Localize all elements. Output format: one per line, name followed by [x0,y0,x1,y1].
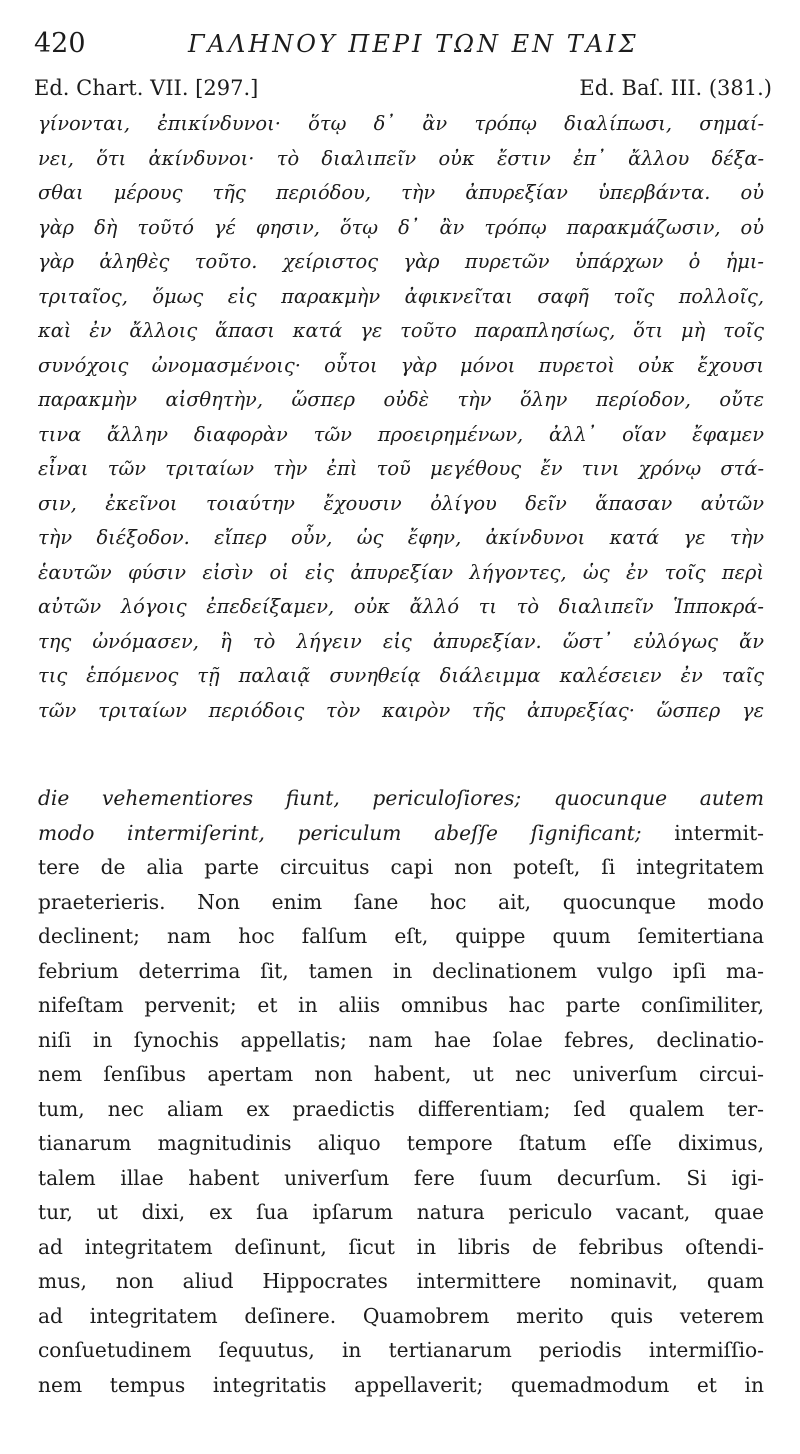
latin-text-line [38,1230,764,1265]
greek-text-line: αὐτῶν λόγοις ἐπεδείξαμεν, οὐκ ἄλλό τι τὸ διαλιπεῖν Ἱπποκρά- [38,595,764,618]
latin-roman-segment: talem illae habent univerſum fere ſuum decurſum. Si igi- [38,1165,764,1190]
greek-text-line: εἶναι τῶν τριταίων τὴν ἐπὶ τοῦ μεγέθους ἔν τινι χρόνῳ στά- [38,457,764,480]
latin-text-line [38,1023,764,1058]
edition-reference-right: Ed. Baſ. III. (381.) [579,76,772,100]
latin-text-line [38,885,764,920]
latin-text-line [38,816,764,851]
latin-text-line [38,1333,764,1368]
latin-text-line [38,781,764,816]
greek-text-line: τινα ἄλλην διαφορὰν τῶν προειρημένων, ἀλλ᾽ οἵαν ἔφαμεν [38,422,764,446]
greek-text-line: καὶ ἐν ἄλλοις ἅπασι κατά γε τοῦτο παραπλησίως, ὅτι μὴ τοῖς [38,319,764,342]
greek-text-line: της ὠνόμασεν, ἢ τὸ λήγειν εἰς ἀπυρεξίαν. ὥστ᾽ εὐλόγως ἄν [38,629,764,653]
latin-text-line [38,850,764,885]
latin-roman-segment: febrium deterrima ſit, tamen in declinationem vulgo ipſi ma- [38,958,764,983]
latin-text-line [38,1195,764,1230]
latin-roman-segment: tur, ut dixi, ex ſua ipſarum natura periculo vacant, quae [38,1200,764,1224]
greek-text-line: σθαι μέρους τῆς περιόδου, τὴν ἀπυρεξίαν ὑπερβάντα. οὐ [38,181,764,204]
latin-roman-segment: praeterieris. Non enim ſane hoc ait, quocunque modo [38,889,764,914]
latin-text-line [38,1368,764,1403]
latin-italic-segment: modo intermiſerint, periculum abeſſe ſignificant; [38,820,642,845]
greek-text-line: σιν, ἐκεῖνοι τοιαύτην ἔχουσιν ὀλίγου δεῖν ἅπασαν αὐτῶν [38,491,764,515]
latin-text-line [38,1299,764,1334]
latin-text-line [38,954,764,989]
latin-text-line [38,919,764,954]
latin-roman-segment: nifeſtam pervenit; et in aliis omnibus hac parte conſimiliter, [38,993,764,1017]
greek-text-line: συνόχοις ὠνομασμένοις· οὗτοι γὰρ μόνοι πυρετοὶ οὐκ ἔχουσι [38,353,764,377]
greek-text-line: τὴν διέξοδον. εἴπερ οὖν, ὡς ἔφην, ἀκίνδυνοι κατά γε τὴν [38,526,764,549]
latin-text-line [38,1161,764,1196]
latin-roman-segment: conſuetudinem ſequutus, in tertianarum periodis intermiſſio- [38,1338,764,1362]
greek-text-line: γὰρ ἀληθὲς τοῦτο. χείριστος γὰρ πυρετῶν ὑπάρχων ὁ ἡμι- [38,250,764,273]
latin-roman-segment: nem tempus integritatis appellaverit; quemadmodum et in [38,1372,764,1397]
greek-text-line: ἑαυτῶν φύσιν εἰσὶν οἱ εἰς ἀπυρεξίαν λήγοντες, ὡς ἐν τοῖς περὶ [38,560,764,584]
latin-text-block [38,781,764,1402]
greek-text-line: παρακμὴν αἰσθητὴν, ὥσπερ οὐδὲ τὴν ὅλην περίοδον, οὔτε [38,388,764,411]
latin-roman-segment: nem ſenſibus apertam non habent, ut nec univerſum circui- [38,1062,764,1086]
latin-roman-segment: tum, nec aliam ex praedictis differentiam; ſed qualem ter- [38,1096,764,1121]
latin-roman-segment: intermit- [641,820,764,845]
latin-roman-segment: mus, non aliud Hippocrates intermittere nominavit, quam [38,1269,764,1293]
page-header [0,28,800,64]
latin-roman-segment: ad integritatem deſinere. Quamobrem merito quis veterem [38,1303,764,1328]
greek-text-line: τῶν τριταίων περιόδοις τὸν καιρὸν τῆς ἀπυρεξίας· ὥσπερ γε [38,698,764,722]
latin-text-line [38,1092,764,1127]
latin-text-line [38,1057,764,1092]
greek-text-line: γίνονται, ἐπικίνδυνοι· ὅτῳ δ᾽ ἂν τρόπῳ διαλίπωσι, σημαί- [38,112,764,135]
edition-reference-left: Ed. Chart. VII. [297.] [34,76,259,100]
greek-text-line: τις ἑπόμενος τῇ παλαιᾷ συνηθείᾳ διάλειμμα καλέσειεν ἐν ταῖς [38,664,764,687]
latin-text-line [38,1126,764,1161]
latin-roman-segment: niſi in ſynochis appellatis; nam hae ſolae febres, declinatio- [38,1027,764,1052]
greek-text-block [38,107,764,728]
latin-text-line [38,1264,764,1299]
latin-italic-segment: die vehementiores fiunt, periculoſiores; quocunque autem [38,786,764,810]
latin-roman-segment: tere de alia parte circuitus capi non poteſt, ſi integritatem [38,855,764,879]
latin-roman-segment: declinent; nam hoc falſum eſt, quippe quum ſemitertiana [38,924,764,948]
latin-roman-segment: ad integritatem deſinunt, ſicut in libris de febribus oſtendi- [38,1234,764,1259]
page-number: 420 [34,28,86,59]
running-title: ΓΑΛΗΝΟΥ ΠΕΡΙ ΤΩΝ ΕΝ ΤΑΙΣ [188,30,639,58]
latin-roman-segment: tianarum magnitudinis aliquo tempore ſtatum eſſe diximus, [38,1131,764,1155]
greek-text-line: γὰρ δὴ τοῦτό γέ φησιν, ὅτῳ δ᾽ ἂν τρόπῳ παρακμάζωσιν, οὐ [38,215,764,239]
greek-text-line: νει, ὅτι ἀκίνδυνοι· τὸ διαλιπεῖν οὐκ ἔστιν ἐπ᾽ ἄλλου δέξα- [38,146,764,170]
greek-text-line: τριταῖος, ὅμως εἰς παρακμὴν ἀφικνεῖται σαφῆ τοῖς πολλοῖς, [38,284,764,308]
latin-text-line [38,988,764,1023]
